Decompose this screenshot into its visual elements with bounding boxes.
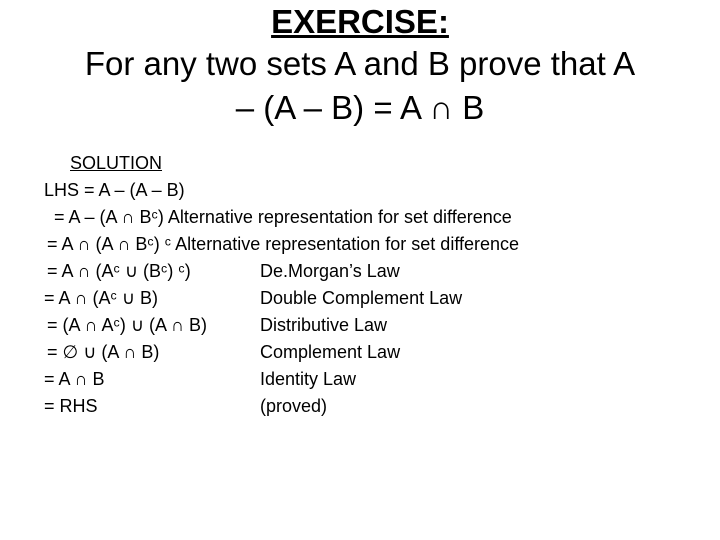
proof-step-reason: De.Morgan’s Law <box>260 261 400 281</box>
proof-step-reason: Double Complement Law <box>260 288 463 308</box>
proof-step-expression: = A – (A ∩ Bᶜ) Alternative representation for set difference <box>54 207 512 227</box>
proof-step-expression: = (A ∩ Aᶜ) ∪ (A ∩ B) <box>47 315 207 335</box>
proof-step-reason: Complement Law <box>260 342 401 362</box>
proof-step-expression: = A ∩ (Aᶜ ∪ (Bᶜ) ᶜ) <box>47 261 191 281</box>
proof-step <box>0 393 720 420</box>
proof-step <box>0 231 720 258</box>
proof-step-expression: = RHS <box>44 396 98 416</box>
exercise-heading: EXERCISE: <box>271 3 449 40</box>
solution-heading: SOLUTION <box>70 153 163 173</box>
proof-step <box>0 339 720 366</box>
problem-statement-line-2: – (A – B) = A ∩ B <box>235 89 485 126</box>
problem-statement-line-1: For any two sets A and B prove that A <box>84 45 636 82</box>
proof-step-reason: Distributive Law <box>260 315 388 335</box>
proof-step <box>0 258 720 285</box>
proof-step-expression: = A ∩ (A ∩ Bᶜ) ᶜ Alternative representation for set difference <box>47 234 520 254</box>
proof-step <box>0 312 720 339</box>
proof-step <box>0 366 720 393</box>
proof-step <box>0 177 720 204</box>
proof-step-expression: LHS = A – (A – B) <box>44 180 185 200</box>
proof-step-expression: = A ∩ (Aᶜ ∪ B) <box>44 288 159 308</box>
title-block <box>0 0 720 130</box>
proof-step <box>0 285 720 312</box>
proof-step-expression: = ∅ ∪ (A ∩ B) <box>47 342 160 362</box>
proof-step-expression: = A ∩ B <box>44 369 105 389</box>
proof-step <box>0 204 720 231</box>
proof-step-reason: (proved) <box>260 396 328 416</box>
proof-step-reason: Identity Law <box>260 369 357 389</box>
